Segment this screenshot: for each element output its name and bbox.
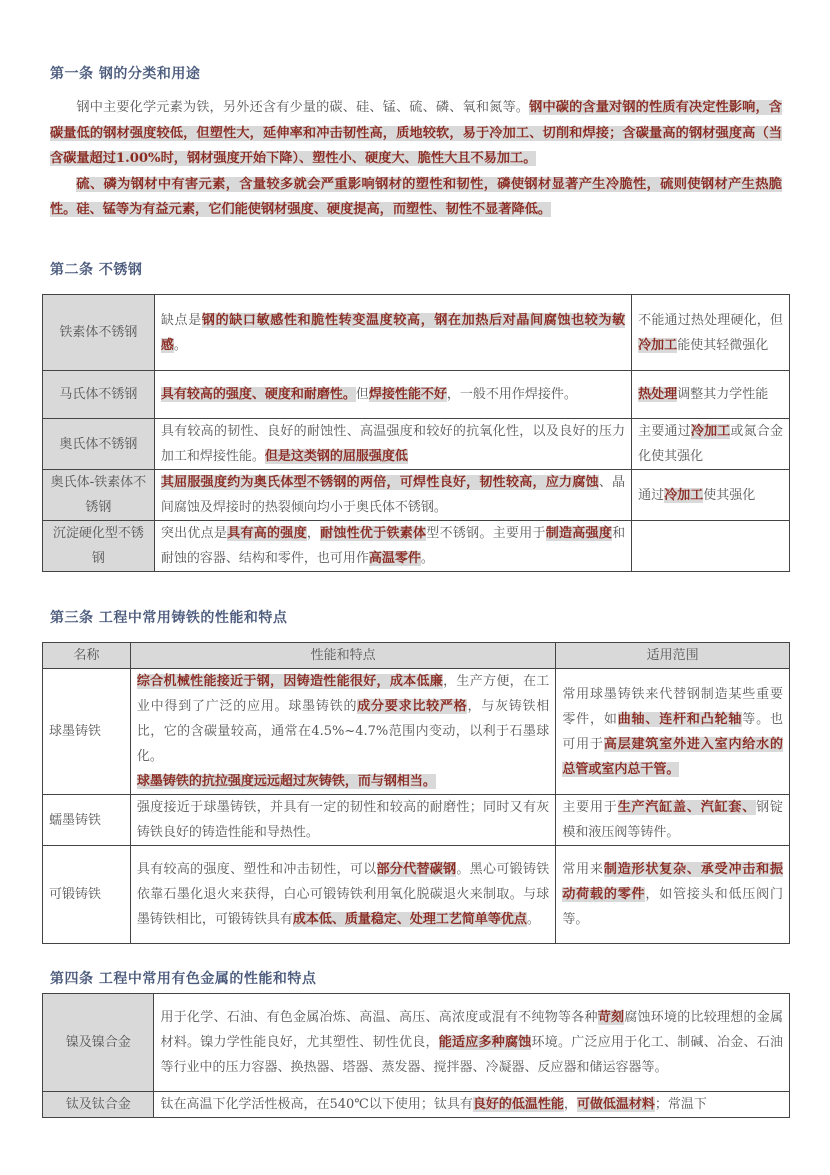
section1-paragraph-1 (50, 95, 782, 172)
row-description (154, 1092, 790, 1118)
highlighted-text: 具有较高的强度、硬度和耐磨性。 (160, 387, 356, 402)
table-row (43, 846, 790, 944)
row-description (154, 470, 631, 521)
text-segment: 强度接近于球墨铸铁，并具有一定的韧性和较高的耐磨性；同时又有灰铸铁良好的铸造性能和导热性。 (136, 800, 550, 840)
header-applications: 适用范围 (556, 643, 790, 669)
text-segment: ， (306, 526, 321, 541)
highlighted-text: 耐蚀性优于铁素体 (320, 526, 427, 541)
table-row (43, 1092, 790, 1118)
row-applications (556, 669, 790, 795)
row-note (632, 470, 790, 521)
text-segment: 用于化学、石油、有色金属冶炼、高温、高压、高浓度或混有不纯物等各种 (160, 1010, 598, 1025)
highlighted-text: 曲轴、连杆和凸轮轴 (617, 711, 743, 727)
header-name: 名称 (43, 643, 131, 669)
highlighted-text: 制造高强度 (545, 526, 613, 541)
section3-title: 第三条 工程中常用铸铁的性能和特点 (50, 610, 288, 626)
row-name: 球墨铸铁 (43, 669, 131, 795)
text-segment: 。黑心可锻铸铁依靠石墨化退火来获得，白心可锻铸铁利用氧化脱碳退火来制取。与球墨铸铁相比，可锻铸铁具有 (136, 862, 550, 927)
highlighted-text: 冷加工 (638, 337, 678, 353)
row-note (632, 521, 790, 572)
highlighted-text: 能适应多种腐蚀 (438, 1035, 532, 1050)
cast-iron-tbody (43, 669, 790, 944)
text-segment: 环境。广泛应用于化工、制碱、冶金、石油等行业中的压力容器、换热器、塔器、蒸发器、搅拌器、冷凝器、反应器和储运容器等。 (160, 1035, 783, 1075)
highlighted-text: 成本低、质量稳定、处理工艺简单等优点 (292, 912, 527, 927)
text-segment: 具有较高的韧性、良好的耐蚀性、高温强度和较好的抗氧化性，以及良好的压力加工和焊接性能。 (160, 424, 626, 464)
text-segment: 腐蚀环境的比较理想的金属材料。镍力学性能良好，尤其塑性、韧性优良， (160, 1010, 783, 1050)
highlighted-text: 球墨铸铁的抗拉强度远远超过灰铸铁，而与钢相当。 (136, 774, 436, 789)
row-name: 奥氏体不锈钢 (43, 419, 155, 470)
text-segment: 常用来 (562, 862, 604, 877)
row-description (154, 371, 631, 419)
text-segment: 。 (526, 912, 540, 927)
row-name: 马氏体不锈钢 (43, 371, 155, 419)
highlighted-text: 制造形状复杂、承受冲击和振动荷载的零件 (562, 862, 783, 902)
row-name: 铁素体不锈钢 (43, 295, 155, 371)
highlighted-text: 高层建筑室外进入室内给水的总管或室内总干管。 (562, 736, 783, 777)
highlighted-text: 部分代替碳钢 (376, 862, 457, 877)
text-segment: 型不锈钢。主要用于 (426, 526, 546, 541)
highlighted-text: 高温零件 (368, 551, 421, 566)
text-segment: 突出优点是 (160, 526, 228, 541)
row-note (632, 295, 790, 371)
row-name: 沉淀硬化型不锈钢 (43, 521, 155, 572)
text-segment: ；常温下 (654, 1097, 707, 1112)
highlighted-text: 冷加工 (664, 487, 704, 503)
section1-paragraph-2 (50, 172, 782, 223)
text-segment: 主要用于 (562, 800, 618, 815)
highlighted-text: 生产汽缸盖、汽缸套、 (617, 800, 757, 815)
text-segment: 。 (173, 337, 187, 353)
row-description (154, 295, 631, 371)
text-segment: 。 (420, 551, 434, 566)
text-segment: 钛在高温下化学活性极高，在540℃以下使用；钛具有 (160, 1097, 473, 1112)
row-name: 可锻铸铁 (43, 846, 131, 944)
text-segment: 能使其轻微强化 (677, 337, 769, 353)
highlighted-text: 冷加工 (690, 424, 731, 439)
row-applications (556, 846, 790, 944)
cast-iron-header-row (43, 643, 790, 669)
nonferrous-metal-table (42, 993, 790, 1118)
highlighted-text: 焊接性能不好 (368, 387, 447, 402)
text-segment: ， (563, 1097, 577, 1112)
row-description (154, 419, 631, 470)
text-segment: ，与灰铸铁相比，它的含碳量较高，通常在4.5%~4.7%范围内变动，以利于石墨球化。 (136, 699, 550, 764)
text-segment: 钢中主要化学元素为铁，另外还含有少量的碳、硅、锰、硫、磷、氧和氮等。 (76, 100, 530, 115)
row-applications (556, 795, 790, 846)
row-note (632, 419, 790, 470)
row-name: 蠕墨铸铁 (43, 795, 131, 846)
highlighted-text: 钢的缺口敏感性和脆性转变温度较高，钢在加热后对晶间腐蚀也较为敏感 (160, 312, 626, 353)
text-segment: ，生产方便，在工业中得到了广泛的应用。球墨铸铁的 (136, 674, 550, 714)
table-row (43, 470, 790, 521)
highlighted-text: 热处理 (638, 387, 678, 402)
text-segment: 等。也可用于 (562, 711, 783, 752)
row-properties (130, 669, 555, 795)
table-row (43, 669, 790, 795)
row-description (154, 994, 790, 1092)
table-row (43, 994, 790, 1092)
stainless-steel-table (42, 294, 790, 572)
highlighted-text: 可做低温材料 (576, 1097, 655, 1112)
text-segment: ，一般不用作焊接件。 (446, 387, 577, 402)
row-name: 钛及钛合金 (43, 1092, 154, 1118)
text-segment: 或氮合金化使其强化 (638, 424, 783, 464)
highlighted-text: 其屈服强度约为奥氏体型不锈钢的两倍，可焊性良好，韧性较高，应力腐蚀 (160, 475, 599, 490)
section2-title: 第二条 不锈钢 (50, 262, 143, 278)
section1-title: 第一条 钢的分类和用途 (50, 66, 201, 82)
text-segment: 常用球墨铸铁来代替钢制造某些重要零件，如 (562, 686, 783, 727)
highlighted-text: 苛刻 (597, 1010, 625, 1025)
stainless-steel-tbody (43, 295, 790, 572)
section1-body (50, 95, 782, 223)
text-segment: 钢锭模和液压阀等铸件。 (562, 800, 783, 840)
text-segment: 使其强化 (703, 487, 756, 503)
cast-iron-table (42, 642, 790, 944)
row-name: 奥氏体-铁素体不锈钢 (43, 470, 155, 521)
highlighted-text: 综合机械性能接近于钢，因铸造性能很好，成本低廉 (136, 674, 444, 689)
table-row (43, 419, 790, 470)
row-description (154, 521, 631, 572)
header-properties: 性能和特点 (130, 643, 555, 669)
table-row (43, 521, 790, 572)
text-segment: 调整其力学性能 (677, 387, 769, 402)
row-properties (130, 846, 555, 944)
table-row (43, 371, 790, 419)
text-segment: 但 (355, 387, 369, 402)
table-row (43, 295, 790, 371)
highlighted-text: 成分要求比较严格 (357, 699, 468, 714)
highlighted-text: 钢中碳的含量对钢的性质有决定性影响，含碳量低的钢材强度较低，但塑性大，延伸率和冲击韧性高，质地较软，易于冷加工、切削和焊接；含碳量高的钢材强度高（当含碳量超过1.00%时，钢材强度开始下降）、塑性小、硬度大、脆性大且不易加工。 (50, 100, 782, 166)
nonferrous-tbody (43, 994, 790, 1118)
text-segment: 通过 (638, 487, 665, 503)
text-segment: ，如管接头和低压阀门等。 (562, 887, 783, 927)
table-row (43, 795, 790, 846)
row-note (632, 371, 790, 419)
text-segment: 主要通过 (638, 424, 691, 439)
text-segment: 不能通过热处理硬化，但 (638, 312, 783, 328)
text-segment: 具有较高的强度、塑性和冲击韧性，可以 (136, 862, 377, 877)
row-properties (130, 795, 555, 846)
text-segment: 缺点是 (160, 312, 202, 328)
highlighted-text: 具有高的强度 (227, 526, 307, 541)
text-segment: 和耐蚀的容器、结构和零件，也可用作 (160, 526, 626, 566)
highlighted-text: 良好的低温性能 (472, 1097, 564, 1112)
highlighted-text: 但是这类钢的屈服强度低 (264, 449, 408, 464)
highlighted-text: 硫、磷为钢材中有害元素，含量较多就会严重影响钢材的塑性和韧性，磷使钢材显著产生冷脆性，硫则使钢材产生热脆性。硅、锰等为有益元素，它们能使钢材强度、硬度提高，而塑性、韧性不显著降低。 (50, 176, 782, 217)
text-segment: 、晶间腐蚀及焊接时的热裂倾向均小于奥氏体不锈钢。 (160, 475, 626, 515)
row-name: 镍及镍合金 (43, 994, 154, 1092)
section4-title: 第四条 工程中常用有色金属的性能和特点 (50, 971, 317, 987)
